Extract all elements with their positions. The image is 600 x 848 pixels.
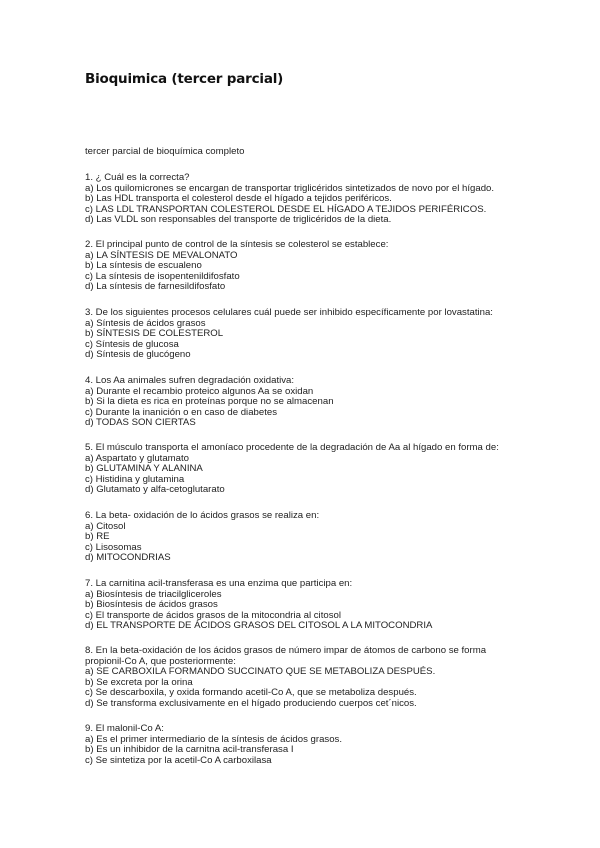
question-1-option-b: b) Las HDL transporta el colesterol desde el hígado a tejidos periféricos. xyxy=(85,193,392,205)
question-3 xyxy=(85,308,493,361)
question-6-stem: 6. La beta- oxidación de lo ácidos grasos se realiza en: xyxy=(85,510,320,521)
question-1-option-d: d) Las VLDL son responsables del transporte de triglicéridos de la dieta. xyxy=(85,214,392,226)
question-1-stem: 1. ¿ Cuál es la correcta? xyxy=(85,172,190,183)
question-4 xyxy=(85,376,334,429)
question-2 xyxy=(85,240,388,293)
question-4-stem: 4. Los Aa animales sufren degradación oxidativa: xyxy=(85,375,295,386)
question-5-option-d: d) Glutamato y alfa-cetoglutarato xyxy=(85,484,225,496)
question-5 xyxy=(85,443,499,496)
question-9-option-a: a) Es el primer intermediario de la síntesis de ácidos grasos. xyxy=(85,733,343,745)
question-4-option-d: d) TODAS SON CIERTAS xyxy=(85,417,196,429)
question-5-option-c: c) Histidina y glutamina xyxy=(85,473,185,485)
question-8-option-d: d) Se transforma exclusivamente en el hígado produciendo cuerpos cet´nicos. xyxy=(85,697,417,709)
question-8-option-c: c) Se descarboxila, y oxida formando acetil-Co A, que se metaboliza después. xyxy=(85,687,417,699)
question-4-option-a: a) Durante el recambio proteico algunos Aa se oxidan xyxy=(85,385,314,397)
question-9-option-b: b) Es un inhibidor de la carnitna acil-transferasa I xyxy=(85,744,294,756)
question-2-stem: 2. El principal punto de control de la síntesis se colesterol se establece: xyxy=(85,239,389,250)
question-6-option-d: d) MITOCONDRIAS xyxy=(85,552,171,564)
question-2-option-c: c) La síntesis de isopentenildifosfato xyxy=(85,270,240,282)
question-7-option-b: b) Biosíntesis de ácidos grasos xyxy=(85,599,218,611)
question-2-option-d: d) La síntesis de farnesildifosfato xyxy=(85,281,226,293)
question-6-option-c: c) Lisosomas xyxy=(85,541,142,553)
question-3-option-a: a) Síntesis de ácidos grasos xyxy=(85,317,206,329)
question-5-stem: 5. El músculo transporta el amoníaco procedente de la degradación de Aa al hígado en forma de: xyxy=(85,442,499,453)
question-7-option-a: a) Biosíntesis de triacilgliceroles xyxy=(85,588,222,600)
question-5-option-a: a) Aspartato y glutamato xyxy=(85,452,189,464)
question-7-option-c: c) El transporte de ácidos grasos de la mitocondria al citosol xyxy=(85,609,341,621)
question-8 xyxy=(85,646,486,710)
question-4-option-c: c) Durante la inanición o en caso de diabetes xyxy=(85,406,277,418)
question-1-option-a: a) Los quilomicrones se encargan de transportar triglicéridos sintetizados de novo por el hígado. xyxy=(85,182,495,194)
question-8-stem-cont: propionil-Co A, que posteriormente: xyxy=(85,655,236,667)
question-7-stem: 7. La carnitina acil-transferasa es una enzima que participa en: xyxy=(85,578,353,589)
question-9 xyxy=(85,724,342,766)
question-3-option-b: b) SÍNTESIS DE COLESTEROL xyxy=(85,328,224,340)
question-3-option-c: c) Síntesis de glucosa xyxy=(85,338,179,350)
question-6 xyxy=(85,511,319,564)
document-subtitle: tercer parcial de bioquímica completo xyxy=(85,146,245,157)
question-1 xyxy=(85,173,494,226)
question-3-option-d: d) Síntesis de glucógeno xyxy=(85,349,191,361)
question-9-option-c: c) Se sintetiza por la acetil-Co A carboxilasa xyxy=(85,754,272,766)
question-1-option-c: c) LAS LDL TRANSPORTAN COLESTEROL DESDE EL HÍGADO A TEJIDOS PERIFÉRICOS. xyxy=(85,203,487,215)
question-7 xyxy=(85,579,432,632)
question-4-option-b: b) Si la dieta es rica en proteínas porque no se almacenan xyxy=(85,396,334,408)
question-9-stem: 9. El malonil-Co A: xyxy=(85,723,164,734)
question-5-option-b: b) GLUTAMINA Y ALANINA xyxy=(85,463,203,475)
question-7-option-d: d) EL TRANSPORTE DE ÁCIDOS GRASOS DEL CITOSOL A LA MITOCONDRIA xyxy=(85,620,433,632)
question-3-stem: 3. De los siguientes procesos celulares cuál puede ser inhibido específicamente por lovastatina: xyxy=(85,307,493,318)
question-2-option-b: b) La síntesis de escualeno xyxy=(85,260,202,272)
document-title: Bioquimica (tercer parcial) xyxy=(85,71,284,87)
question-6-option-a: a) Citosol xyxy=(85,520,126,532)
question-8-option-b: b) Se excreta por la orina xyxy=(85,676,193,688)
question-2-option-a: a) LA SÍNTESIS DE MEVALONATO xyxy=(85,249,238,261)
question-6-option-b: b) RE xyxy=(85,531,110,543)
question-8-stem: 8. En la beta-oxidación de los ácidos grasos de número impar de átomos de carbono se forma xyxy=(85,645,487,656)
question-8-option-a: a) SE CARBOXILA FORMANDO SUCCINATO QUE SE METABOLIZA DESPUÉS. xyxy=(85,666,436,678)
